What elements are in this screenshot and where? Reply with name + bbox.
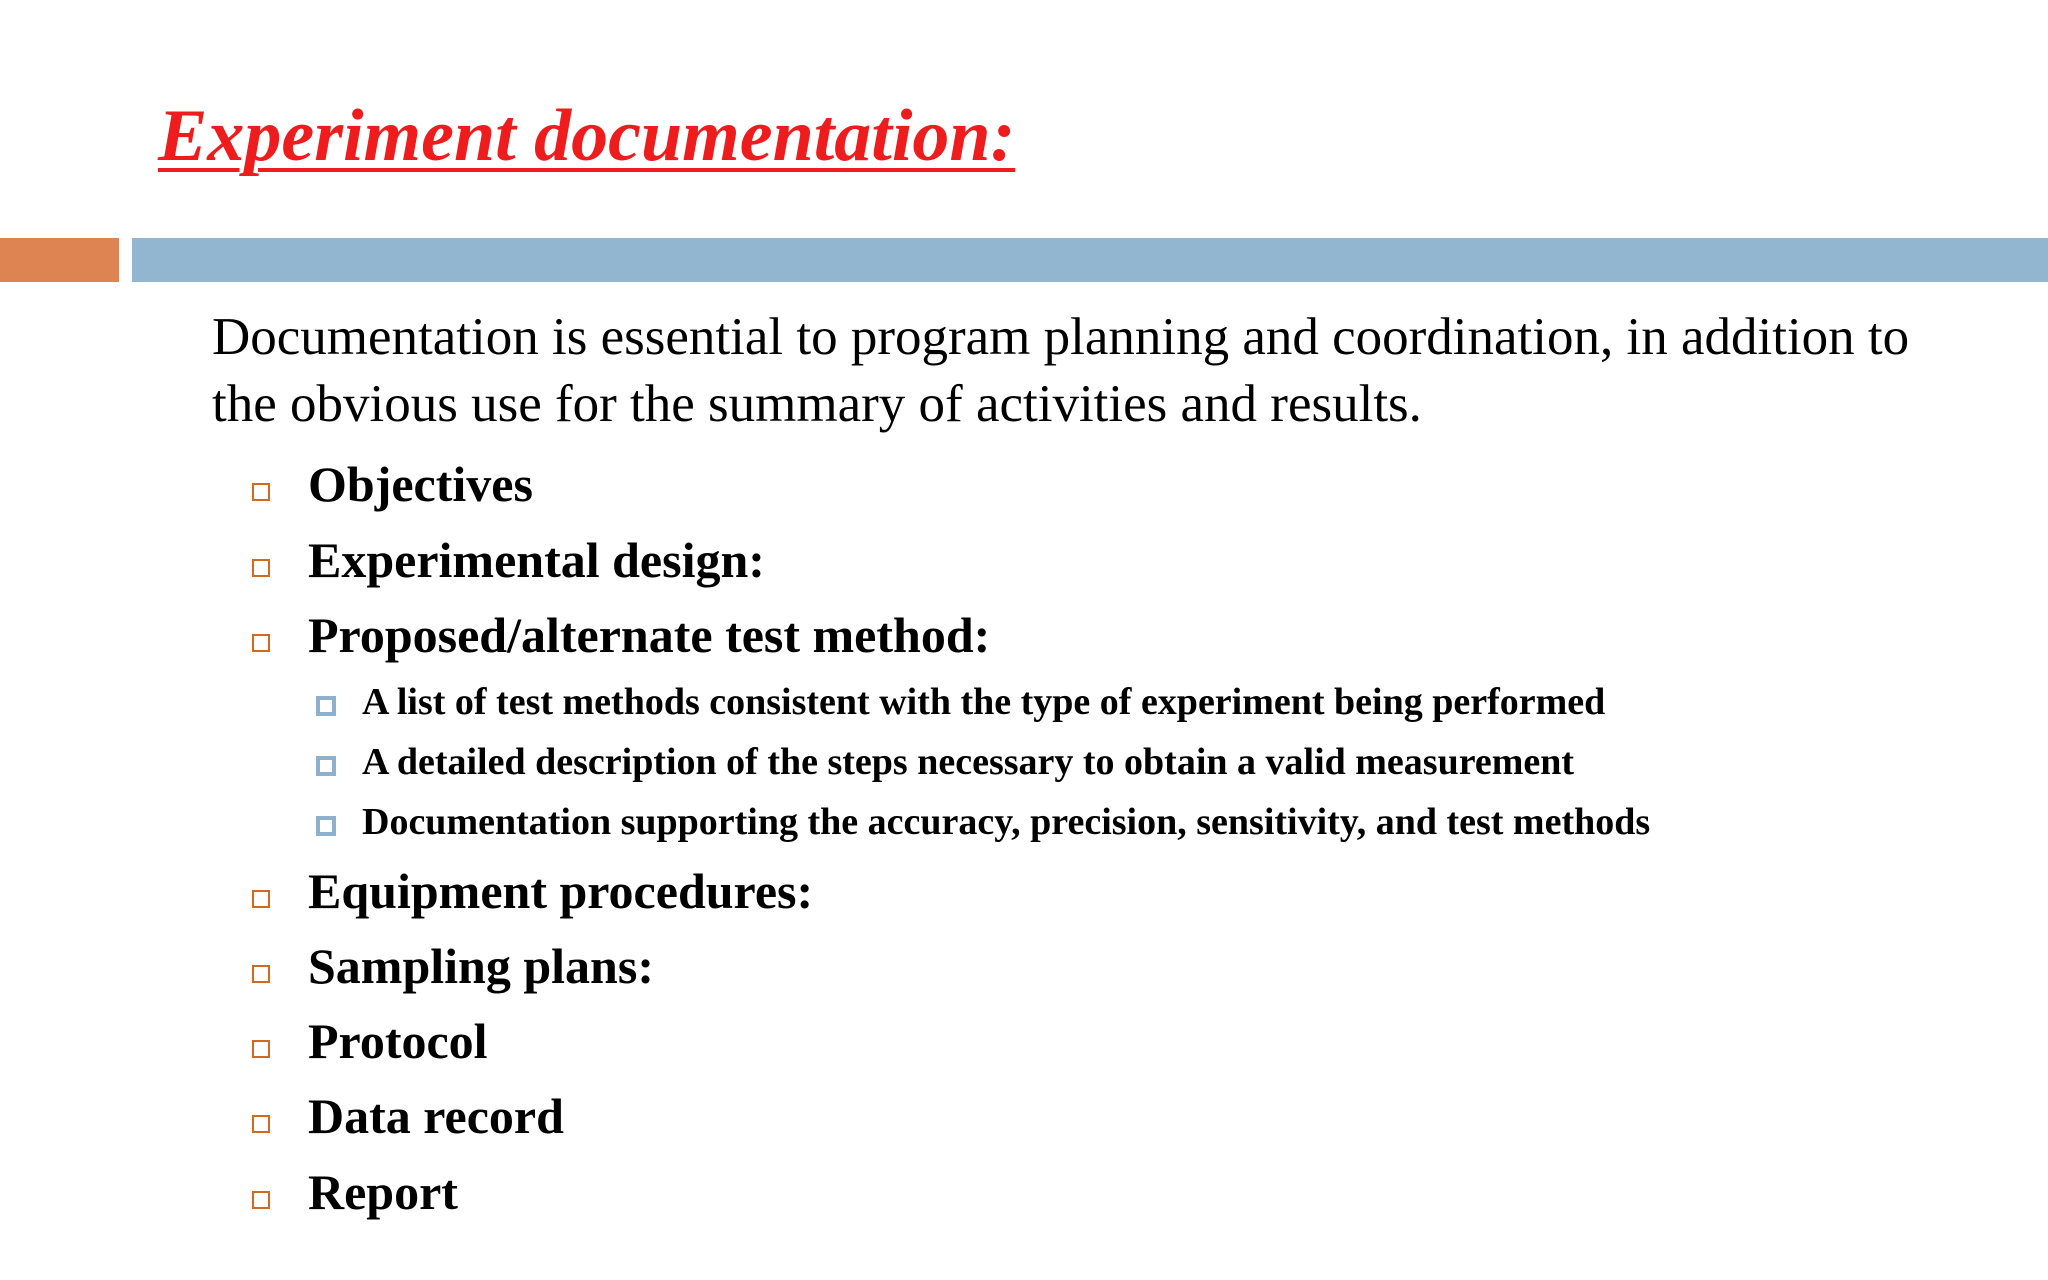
list-item-label: Objectives bbox=[308, 456, 533, 512]
sub-item-steps-description bbox=[316, 739, 1574, 785]
list-item-objectives bbox=[252, 454, 533, 514]
square-bullet-icon bbox=[252, 483, 270, 501]
list-item-experimental-design bbox=[252, 530, 765, 590]
accent-bar-orange bbox=[0, 238, 119, 282]
square-bullet-icon bbox=[252, 965, 270, 983]
sub-item-label: Documentation supporting the accuracy, precision, sensitivity, and test methods bbox=[362, 801, 1651, 843]
intro-paragraph: Documentation is essential to program planning and coordination, in addition to the obvious use for the summary of activities and results. bbox=[212, 308, 1910, 433]
list-item-label: Proposed/alternate test method: bbox=[308, 607, 991, 663]
square-bullet-icon bbox=[316, 816, 336, 836]
square-bullet-icon bbox=[252, 559, 270, 577]
list-item-label: Protocol bbox=[308, 1013, 488, 1069]
list-item-label: Equipment procedures: bbox=[308, 863, 814, 919]
sub-item-label: A detailed description of the steps necessary to obtain a valid measurement bbox=[362, 741, 1575, 783]
list-item-label: Data record bbox=[308, 1088, 564, 1144]
sub-item-accuracy-documentation bbox=[316, 799, 1650, 845]
list-item-sampling-plans bbox=[252, 936, 654, 996]
list-item-report bbox=[252, 1162, 458, 1222]
square-bullet-icon bbox=[252, 1191, 270, 1209]
square-bullet-icon bbox=[316, 696, 336, 716]
list-item-data-record bbox=[252, 1086, 564, 1146]
list-item-label: Sampling plans: bbox=[308, 938, 654, 994]
slide-title: Experiment documentation: bbox=[158, 95, 1016, 177]
list-item-equipment-procedures bbox=[252, 861, 813, 921]
sub-item-label: A list of test methods consistent with the type of experiment being performed bbox=[362, 681, 1606, 723]
square-bullet-icon bbox=[252, 1115, 270, 1133]
list-item-test-method bbox=[252, 605, 990, 665]
list-item-label: Experimental design: bbox=[308, 532, 765, 588]
square-bullet-icon bbox=[252, 1040, 270, 1058]
accent-bar-blue bbox=[132, 238, 2048, 282]
square-bullet-icon bbox=[252, 890, 270, 908]
list-item-protocol bbox=[252, 1011, 488, 1071]
square-bullet-icon bbox=[252, 634, 270, 652]
list-item-label: Report bbox=[308, 1164, 458, 1220]
square-bullet-icon bbox=[316, 756, 336, 776]
sub-item-test-methods-list bbox=[316, 679, 1605, 725]
